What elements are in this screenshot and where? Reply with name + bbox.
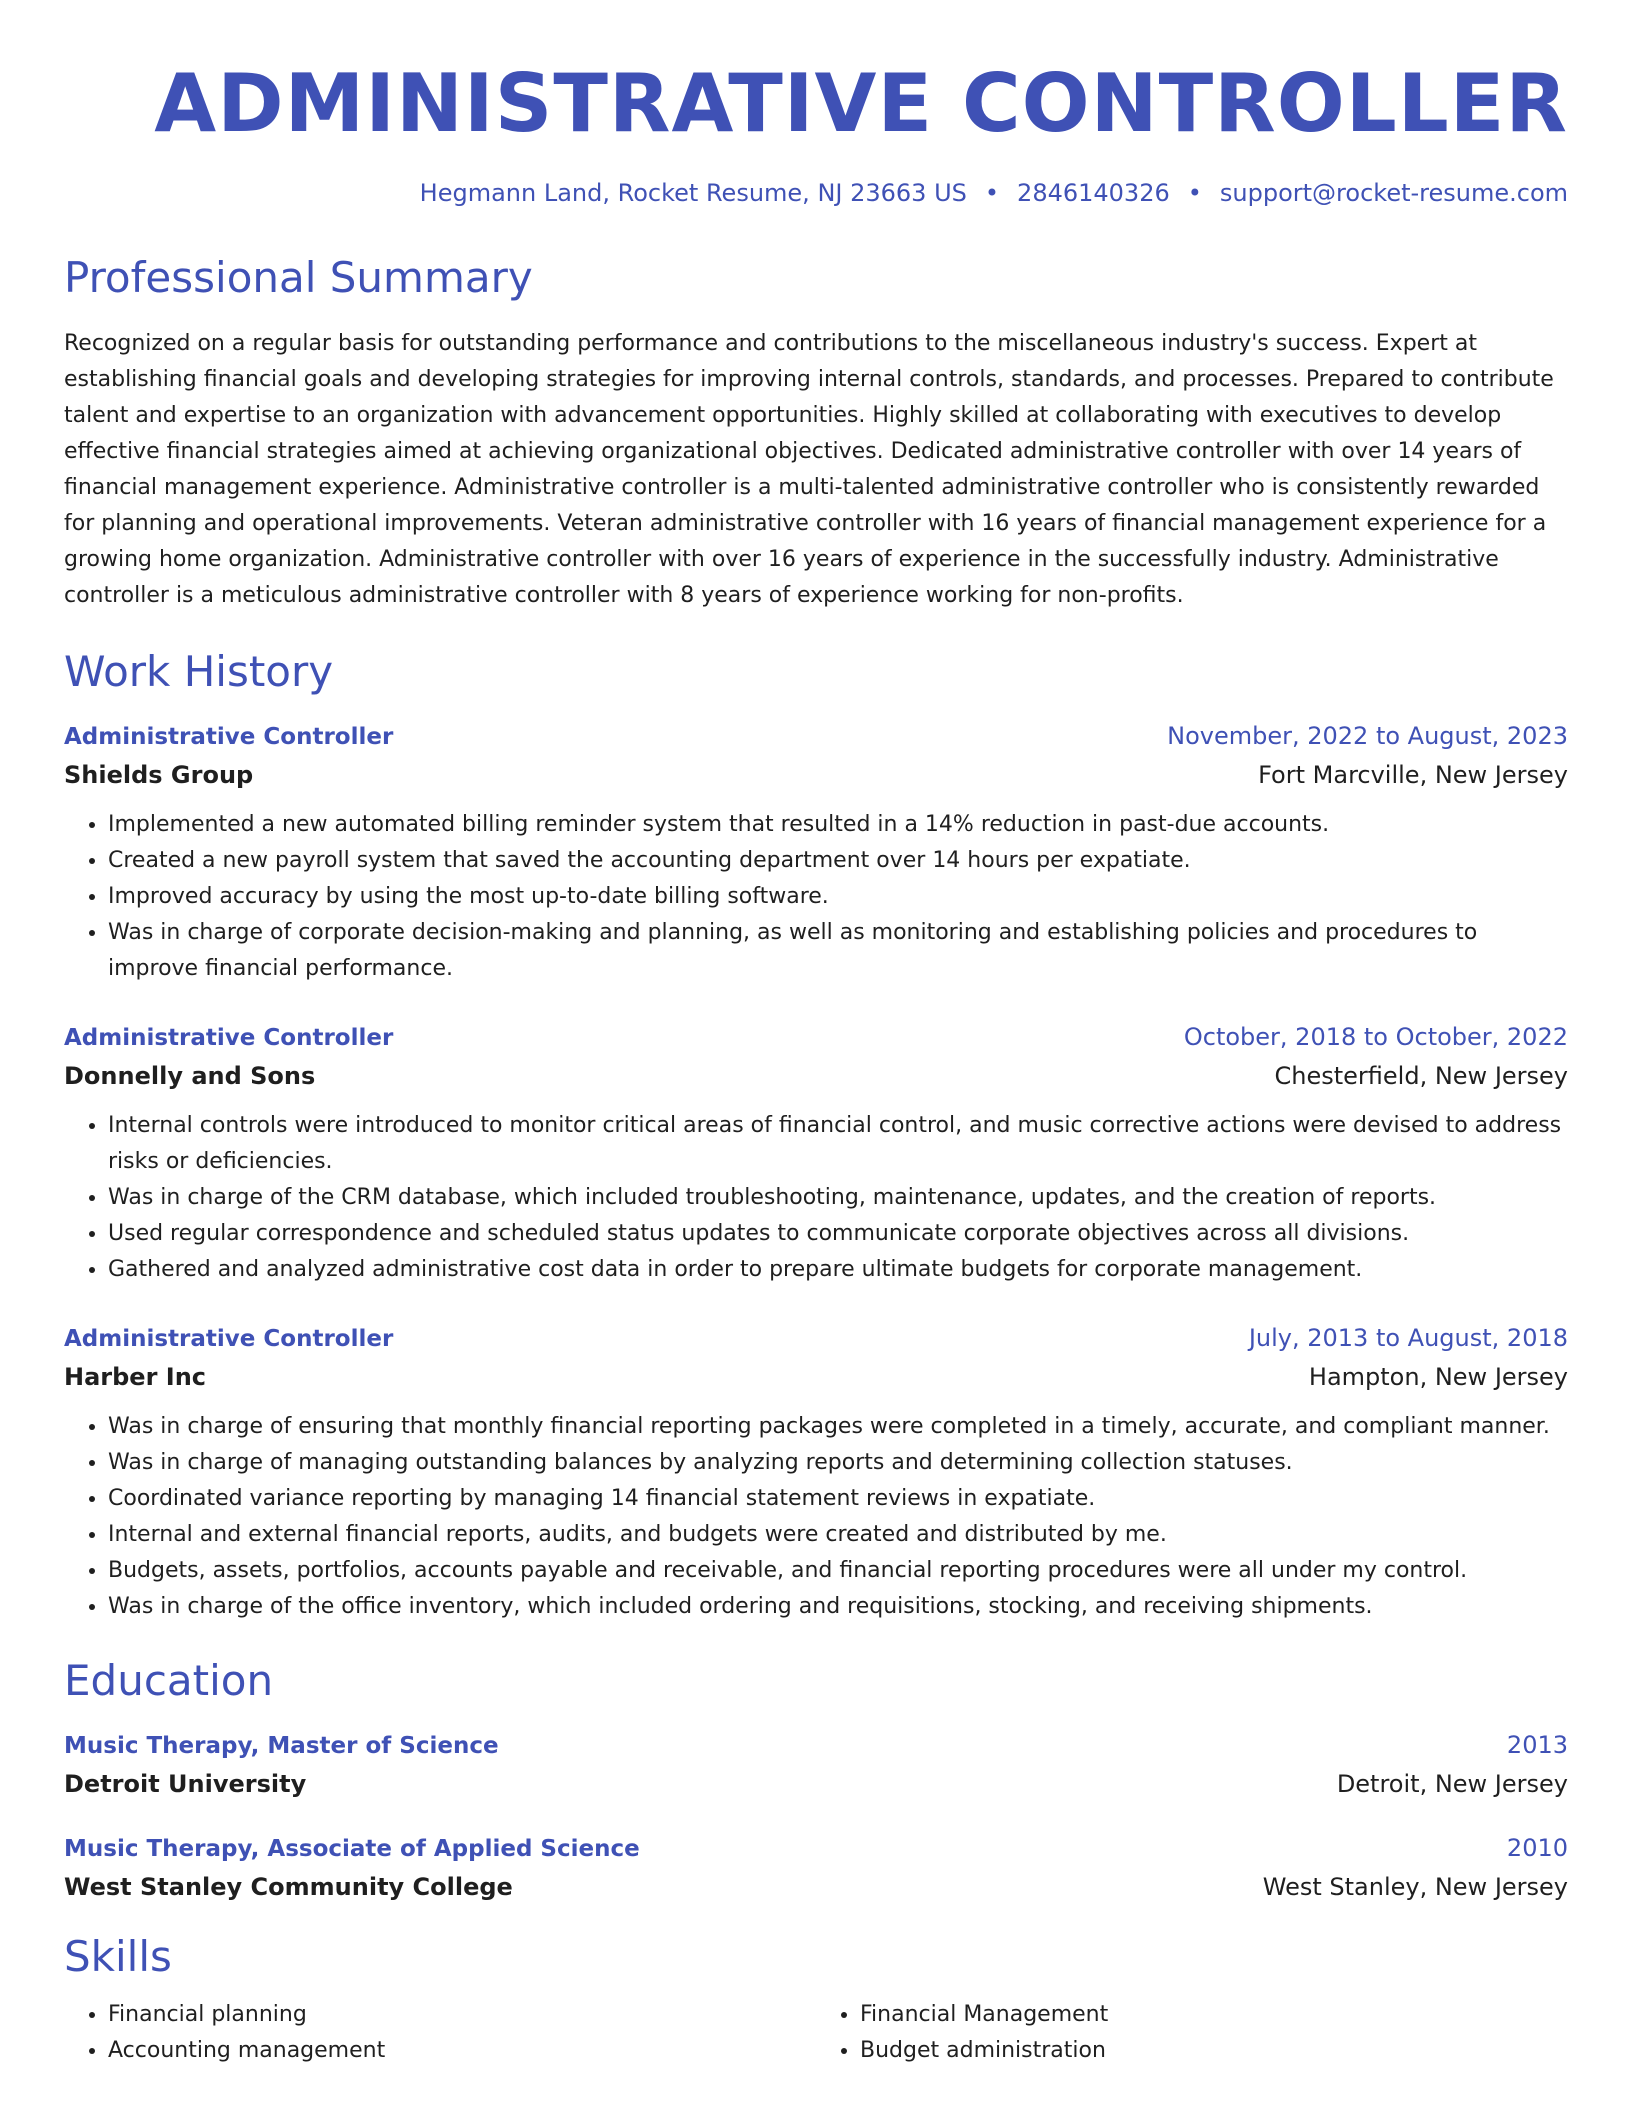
job-role: Administrative Controller bbox=[64, 1326, 394, 1352]
bullet-item: • Was in charge of ensuring that monthly financial reporting packages were completed in a timely, accurate, and compliant manner. bbox=[108, 1409, 1568, 1445]
job-company: Harber Inc bbox=[64, 1363, 207, 1391]
bullet-item: • Was in charge of corporate decision-making and planning, as well as monitoring and establishing policies and procedures to improve financial performance. bbox=[108, 915, 1568, 987]
bullet-item: • Was in charge of the CRM database, which included troubleshooting, maintenance, updates, and the creation of reports. bbox=[108, 1180, 1568, 1216]
education-degree: Music Therapy, Master of Science bbox=[64, 1733, 499, 1759]
separator-dot: • bbox=[984, 179, 1000, 207]
education-entry bbox=[64, 1832, 1568, 1905]
bullet-item: • Budgets, assets, portfolios, accounts payable and receivable, and financial reporting procedures were all under my control. bbox=[108, 1553, 1568, 1589]
education-school: West Stanley Community College bbox=[64, 1873, 513, 1901]
skill-item: • Financial Management bbox=[860, 1997, 1568, 2033]
education-location: West Stanley, New Jersey bbox=[1262, 1873, 1568, 1901]
section-title-work: Work History bbox=[64, 647, 334, 696]
summary-text: Recognized on a regular basis for outstanding performance and contributions to the miscellaneous industry's success. Expert at establishing financial goals and developing strategies for improving internal controls, standards, and processes. Prepared to contribute talent and expertise to an organization with advancement opportunities. Highly skilled at collaborating with executives to develop effective financial strategies aimed at achieving organizational objectives. Dedicated administrative controller with over 14 years of financial management experience. Administrative controller is a multi-talented administrative controller who is consistently rewarded for planning and operational improvements. Veteran administrative controller with 16 years of financial management experience for a growing home organization. Administrative controller with over 16 years of experience in the successfully industry. Administrative controller is a meticulous administrative controller with 8 years of experience working for non-profits. bbox=[64, 331, 1554, 608]
job-location: Hampton, New Jersey bbox=[1308, 1363, 1568, 1391]
skill-item: • Financial planning bbox=[108, 1997, 816, 2033]
education-section bbox=[64, 1655, 1568, 1905]
skills-list bbox=[816, 1997, 1568, 2069]
job-bullets bbox=[64, 1409, 1568, 1625]
education-year: 2010 bbox=[1506, 1834, 1568, 1862]
education-school: Detroit University bbox=[64, 1770, 307, 1798]
contact-phone: 2846140326 bbox=[1017, 179, 1170, 207]
section-title-summary: Professional Summary bbox=[64, 253, 533, 302]
skills-section bbox=[64, 1931, 1568, 2069]
bullet-item: • Used regular correspondence and scheduled status updates to communicate corporate objectives across all divisions. bbox=[108, 1216, 1568, 1252]
bullet-item: • Improved accuracy by using the most up-to-date billing software. bbox=[108, 879, 1568, 915]
bullet-item: • Internal controls were introduced to monitor critical areas of financial control, and music corrective actions were devised to address risks or deficiencies. bbox=[108, 1108, 1568, 1180]
education-entry bbox=[64, 1729, 1568, 1802]
skills-grid bbox=[64, 1997, 1568, 2069]
contact-line bbox=[64, 178, 1568, 208]
bullet-item: • Gathered and analyzed administrative cost data in order to prepare ultimate budgets for corporate management. bbox=[108, 1252, 1568, 1288]
job-role: Administrative Controller bbox=[64, 1025, 394, 1051]
resume-name: ADMINISTRATIVE CONTROLLER bbox=[154, 57, 1568, 150]
bullet-item: • Was in charge of managing outstanding balances by analyzing reports and determining collection statuses. bbox=[108, 1445, 1568, 1481]
contact-email[interactable]: support@rocket-resume.com bbox=[1219, 179, 1568, 207]
job-company: Shields Group bbox=[64, 761, 254, 789]
job-role: Administrative Controller bbox=[64, 724, 394, 750]
job-location: Chesterfield, New Jersey bbox=[1274, 1062, 1568, 1090]
education-year: 2013 bbox=[1506, 1731, 1568, 1759]
job-entry bbox=[64, 1021, 1568, 1288]
bullet-item: • Was in charge of the office inventory, which included ordering and requisitions, stocking, and receiving shipments. bbox=[108, 1589, 1568, 1625]
section-title-education: Education bbox=[64, 1656, 274, 1705]
bullet-item: • Created a new payroll system that saved the accounting department over 14 hours per expatiate. bbox=[108, 843, 1568, 879]
job-bullets bbox=[64, 1108, 1568, 1288]
job-location: Fort Marcville, New Jersey bbox=[1258, 761, 1568, 789]
education-degree: Music Therapy, Associate of Applied Science bbox=[64, 1836, 640, 1862]
separator-dot: • bbox=[1187, 179, 1202, 207]
skill-item: • Budget administration bbox=[860, 2033, 1568, 2069]
work-history-section bbox=[64, 646, 1568, 1625]
job-dates: October, 2018 to October, 2022 bbox=[1183, 1023, 1568, 1051]
skill-item: • Accounting management bbox=[108, 2033, 816, 2069]
contact-address: Hegmann Land, Rocket Resume, NJ 23663 US bbox=[419, 179, 967, 207]
skills-column-left bbox=[64, 1997, 816, 2069]
skills-list bbox=[64, 1997, 816, 2069]
job-dates: July, 2013 to August, 2018 bbox=[1248, 1324, 1568, 1352]
education-location: Detroit, New Jersey bbox=[1336, 1770, 1568, 1798]
job-entry bbox=[64, 1322, 1568, 1625]
job-bullets bbox=[64, 807, 1568, 987]
bullet-item: • Implemented a new automated billing reminder system that resulted in a 14% reduction in past-due accounts. bbox=[108, 807, 1568, 843]
summary-section bbox=[64, 252, 1568, 614]
section-title-skills: Skills bbox=[64, 1932, 172, 1981]
bullet-item: • Internal and external financial reports, audits, and budgets were created and distributed by me. bbox=[108, 1517, 1568, 1553]
job-company: Donnelly and Sons bbox=[64, 1062, 316, 1090]
bullet-item: • Coordinated variance reporting by managing 14 financial statement reviews in expatiate. bbox=[108, 1481, 1568, 1517]
job-dates: November, 2022 to August, 2023 bbox=[1167, 722, 1568, 750]
skills-column-right bbox=[816, 1997, 1568, 2069]
job-entry bbox=[64, 720, 1568, 987]
